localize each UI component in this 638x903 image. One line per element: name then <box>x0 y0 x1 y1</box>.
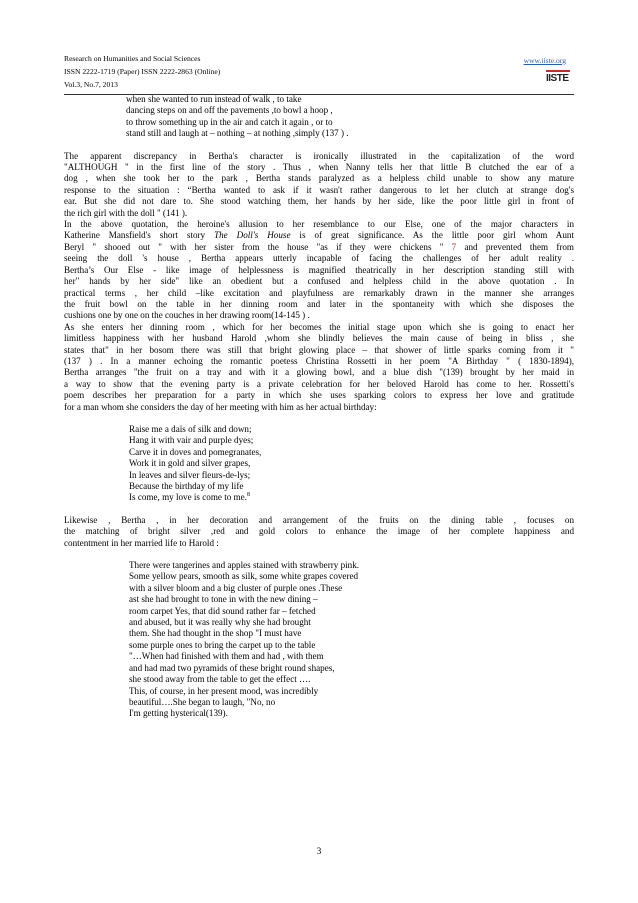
poem-line: Hang it with vair and purple dyes; <box>129 435 254 446</box>
block-quote-2 <box>64 560 574 720</box>
paragraph-1 <box>64 151 574 219</box>
text-line: dog , when she took her to the park , Bertha stands paralyzed as a helpless child unable to show any mature <box>64 173 574 184</box>
article-body <box>64 94 574 720</box>
quote-line: beautiful….She began to laugh, "No, no <box>129 696 276 707</box>
text-line: "ALTHOUGH " in the first line of the story . Thus , when Nanny tells her that little B clutched the ear of a <box>64 162 574 173</box>
text-line: Bertha’s Our Else - like image of helplessness is magnified theatrically in her description standing still with <box>64 264 574 275</box>
text-line: limitless happiness with her husband Harold ,whom she blindly believes the main cause of being in bliss , she <box>64 333 574 344</box>
poem-line: Is come, my love is come to me.$^8$ <box>129 492 250 503</box>
page-number: 3 <box>316 846 322 856</box>
paragraph-3 <box>64 322 574 413</box>
text-line: poem describes her preparation for a party in which she uses sparking colors to express her love and gratitude <box>64 390 574 401</box>
paragraph-4 <box>64 515 574 549</box>
text-line: Bertha arranges "the fruit on a tray and with it a glowing bowl, and a blue dish "(139) brought by her maid in <box>64 367 574 378</box>
iiste-logo <box>546 67 572 91</box>
text-line: ear. But she did not dare to. She stood watching them, her hands by her side, like the poor little girl in front of <box>64 196 574 207</box>
poem-line: Raise me a daïs of silk and down; <box>129 423 252 434</box>
quote-line: stand still and laugh at – nothing – at nothing ,simply (137 ) . <box>126 128 349 139</box>
logo-accent-bar <box>546 70 570 72</box>
quote-line: "…When had finished with them and had , with them <box>129 651 324 662</box>
journal-url-link[interactable]: www.iiste.org <box>523 56 566 65</box>
text-line: (137 ) . In a manner echoing the romantic poetess Christina Rossetti in her poem "A Birthday " ( 1830-1894), <box>64 355 574 366</box>
quote-line: I'm getting hysterical(139). <box>129 708 228 719</box>
story-title: The Doll's House <box>214 230 291 241</box>
quote-line: and had mad two pyramids of these bright round shapes, <box>129 662 335 673</box>
quote-line: some purple ones to bring the carpet up to the table <box>129 639 316 650</box>
text-line: Likewise , Bertha , in her decoration and arrangement of the fruits on the dining table , focuses on <box>64 514 574 525</box>
text-line: the matching of bright silver ,red and gold colors to enhance the image of her complete happiness and <box>64 526 574 537</box>
text-line: The apparent discrepancy in Bertha's character is ironically illustrated in the capitalization of the word <box>64 150 574 161</box>
poem-line: In leaves and silver fleurs-de-lys; <box>129 469 251 480</box>
poem-line: Carve it in doves and pomegranates, <box>129 446 262 457</box>
text-line: her" hands by her side" like an obedient but a confused and helpless child in the above quotation . In <box>64 276 574 287</box>
text-line: In the above quotation, the heroine's allusion to her resemblance to our Else, one of the major characters in <box>64 219 574 230</box>
quote-line: Some yellow pears, smooth as silk, some white grapes covered <box>129 571 359 582</box>
quote-line: with a silver bloom and a big cluster of purple ones .These <box>129 582 343 593</box>
text-line: practical terms , her child –like excitation and playfulness are remarkably drawn in the manner she arranges <box>64 287 574 298</box>
text-line: cushions one by one on the couches in her drawing room(14-145 ) . <box>64 310 310 321</box>
quote-line: when she wanted to run instead of walk , to take <box>126 94 302 104</box>
poem-line: Because the birthday of my life <box>129 481 244 491</box>
quote-line: There were tangerines and apples stained with strawberry pink. <box>129 560 360 571</box>
issn-line: ISSN 2222-1719 (Paper) ISSN 2222-2863 (Online) <box>64 67 221 76</box>
block-quote-1 <box>64 94 574 140</box>
text-line: the rich girl with the doll " (141 ). <box>64 207 188 218</box>
quote-line: ast she had brought to tone in with the new dining – <box>129 594 318 605</box>
volume-line: Vol.3, No.7, 2013 <box>64 80 118 89</box>
quote-line: room carpet Yes, that did sound rather far – fetched <box>129 605 316 616</box>
footnote-reference: 7 <box>451 241 457 252</box>
quote-line: to throw something up in the air and catch it again , or to <box>126 116 333 127</box>
quote-line: and abused, but it was really why she had brought <box>129 617 311 628</box>
journal-title: Research on Humanities and Social Sciences <box>64 54 201 63</box>
text-line: response to the situation : “Bertha wanted to ask if it wasn't rather dangerous to let her clutch at strange dog's <box>64 184 574 195</box>
text-line: for a man whom she considers the day of her meeting with him as her actual birthday: <box>64 401 377 412</box>
quote-line: This, of course, in her present mood, was incredibly <box>129 685 319 696</box>
footnote-marker: 8 <box>246 492 250 499</box>
text-line: states that" in her bosom there was still that bright glowing place – that shower of little sparks coming from it " <box>64 344 574 355</box>
poem-line: Work it in gold and silver grapes, <box>129 458 251 469</box>
quote-line: them. She had thought in the shop "I must have <box>129 628 302 639</box>
page-header <box>64 54 574 94</box>
quote-line: she stood away from the table to get the effect …. <box>129 674 311 685</box>
text-line: Katherine Mansfield's short story The Doll's House is of great significance. As the little poor girl whom Aunt <box>64 230 574 241</box>
poem-quote <box>64 424 574 504</box>
text-line: seeing the doll 's house , Bertha appears utterly incapable of facing the challenges of her adult reality . <box>64 253 574 264</box>
text-line: Beryl " shooed out " with her sister from the house "as if they were chickens " 7 and prevented them from <box>64 241 574 252</box>
quote-line: dancing steps on and off the pavements ,to bowl a hoop , <box>126 105 333 116</box>
text-line: As she enters her dinning room , which for her becomes the initial stage upon which she is going to enact her <box>64 321 574 332</box>
text-line: contentment in her married life to Harold : <box>64 537 219 548</box>
text-line: a way to show that the evening party is a private celebration for her beloved Harold has come to her. Rossetti's <box>64 378 574 389</box>
paragraph-2 <box>64 219 574 322</box>
logo-text: IISTE <box>546 73 569 84</box>
text-line: the fruit bowl on the table in her dinning room and later in the spontaneity with which she disposes the <box>64 298 574 309</box>
